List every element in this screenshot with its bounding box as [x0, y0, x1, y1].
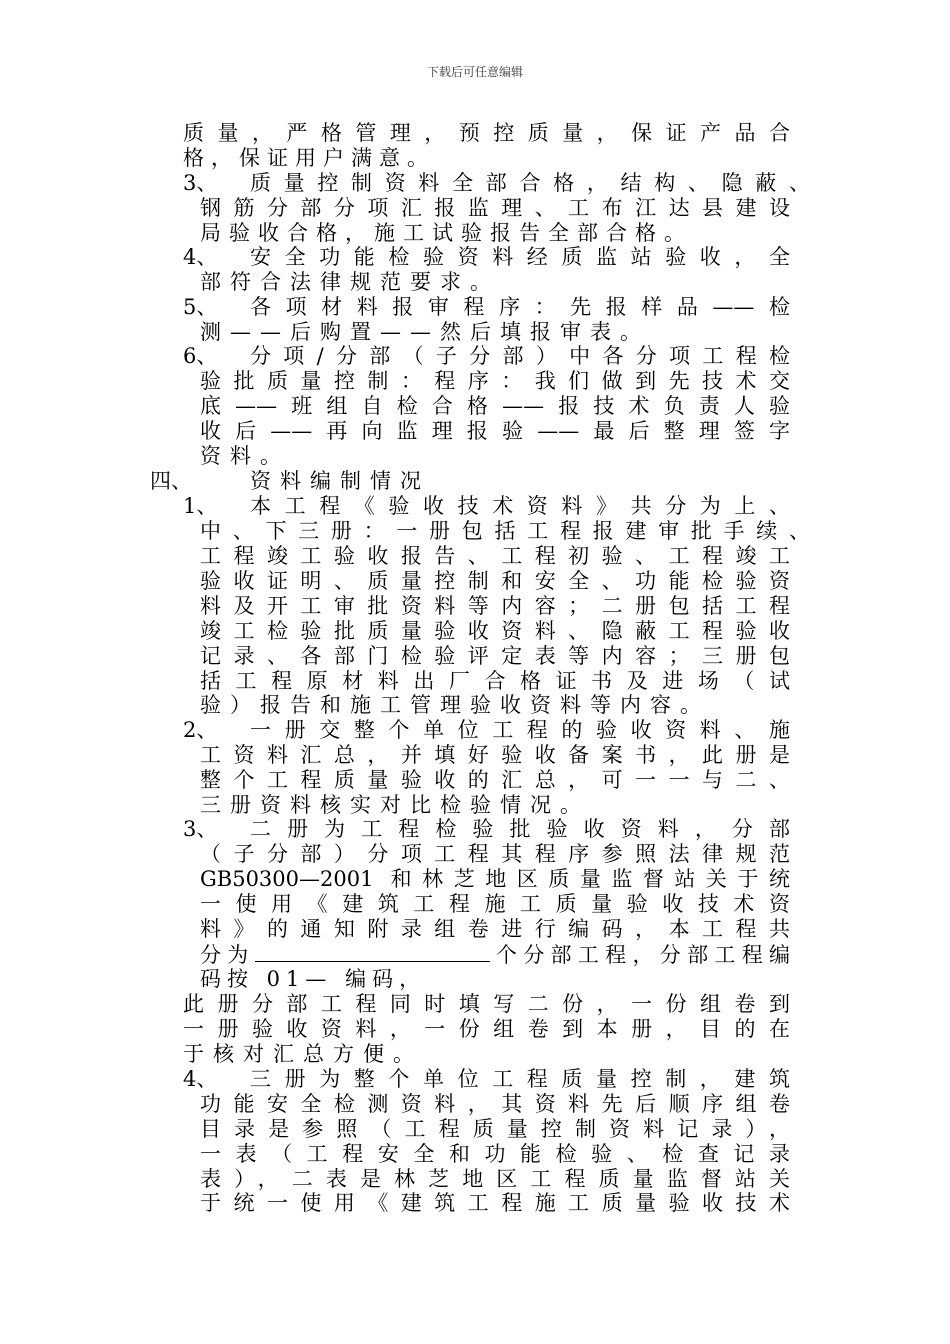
item-number: 4、	[183, 245, 218, 269]
text-line: 局验收合格，施工试验报告全部合格。	[200, 221, 693, 245]
text-line: 二册为工程检验批验收资料，分部	[250, 817, 790, 841]
text-line: 三册资料核实对比检验情况。	[200, 793, 590, 817]
text-line	[200, 942, 790, 967]
page-header: 下载后可任意编辑	[426, 65, 523, 79]
text-line: 料》的通知附录组卷进行编码，本工程共	[200, 917, 790, 941]
text-line: 本工程《验收技术资料》共分为上、	[250, 494, 790, 518]
item-number: 5、	[183, 295, 218, 319]
text-line: 此册分部工程同时填写二份，一份组卷到	[183, 992, 790, 1016]
fill-in-blank	[255, 942, 490, 962]
text-line: 功能安全检测资料，其资料先后顺序组卷	[200, 1092, 790, 1116]
text-line: 中、下三册：一册包括工程报建审批手续、	[200, 519, 810, 543]
section-title: 资料编制情况	[250, 469, 430, 493]
text-line: 验批质量控制：程序：我们做到先技术交	[200, 369, 790, 393]
item-number: 2、	[183, 718, 218, 742]
text-line: 竣工检验批质量验收资料、隐蔽工程验收	[200, 619, 790, 643]
text-line: 分项/分部（子分部）中各分项工程检	[250, 344, 790, 368]
text-line: 整个工程质量验收的汇总，可一一与二、	[200, 768, 790, 792]
text-line: 于统一使用《建筑工程施工质量验收技术	[200, 1191, 790, 1215]
text-line: 一使用《建筑工程施工质量验收技术资	[200, 892, 790, 916]
item-number: 6、	[183, 344, 218, 368]
text-line: 工程竣工验收报告、工程初验、工程竣工	[200, 544, 790, 568]
text-line: 表），二表是林芝地区工程质量监督站关	[200, 1167, 790, 1191]
item-number: 4、	[183, 1067, 218, 1091]
text-line: 安全功能检验资料经质监站验收，全	[250, 245, 790, 269]
text-line: 码按 01— 编码，	[200, 967, 427, 991]
text-line: 质量，严格管理，预控质量，保证产品合	[183, 121, 790, 145]
text-line: 各项材料报审程序：先报样品——检	[250, 295, 790, 319]
text-line: 部符合法律规范要求。	[200, 270, 500, 294]
text-line: （子分部）分项工程其程序参照法律规范	[200, 842, 790, 866]
item-number: 3、	[183, 171, 218, 195]
item-number: 1、	[183, 494, 218, 518]
text-line: 一册交整个单位工程的验收资料、施	[250, 718, 790, 742]
text-line: 验收证明、质量控制和安全、功能检验资	[200, 569, 790, 593]
text-line: 工资料汇总，并填好验收备案书，此册是	[200, 743, 790, 767]
text-line: 收后——再向监理报验——最后整理签字	[200, 419, 790, 443]
text-segment: 个分部工程，分部工程编	[489, 943, 791, 967]
text-line: 目录是参照（工程质量控制资料记录），	[200, 1117, 790, 1141]
text-line: 测——后购置——然后填报审表。	[200, 320, 650, 344]
text-line: 括工程原材料出厂合格证书及进场（试	[200, 669, 790, 693]
item-number: 3、	[183, 817, 218, 841]
text-line: 钢筋分部分项汇报监理、工布江达县建设	[200, 196, 790, 220]
text-line: 记录、各部门检验评定表等内容；三册包	[200, 644, 790, 668]
text-line: 一表（工程安全和功能检验、检查记录	[200, 1142, 790, 1166]
text-line: 质量控制资料全部合格，结构、隐蔽、	[250, 171, 810, 195]
text-line: 于核对汇总方便。	[183, 1042, 423, 1066]
text-line: 三册为整个单位工程质量控制，建筑	[250, 1067, 790, 1091]
text-line: GB50300—2001 和林芝地区质量监督站关于统	[200, 867, 790, 891]
text-line: 验）报告和施工管理验收资料等内容。	[200, 693, 710, 717]
text-line: 底——班组自检合格——报技术负责人验	[200, 394, 790, 418]
text-segment: 分为	[200, 943, 255, 967]
text-line: 资料。	[200, 444, 290, 468]
text-line: 格，保证用户满意。	[183, 146, 435, 170]
text-line: 一册验收资料，一份组卷到本册，目的在	[183, 1017, 790, 1041]
section-number: 四、	[150, 469, 192, 493]
text-line: 料及开工审批资料等内容；二册包括工程	[200, 594, 790, 618]
